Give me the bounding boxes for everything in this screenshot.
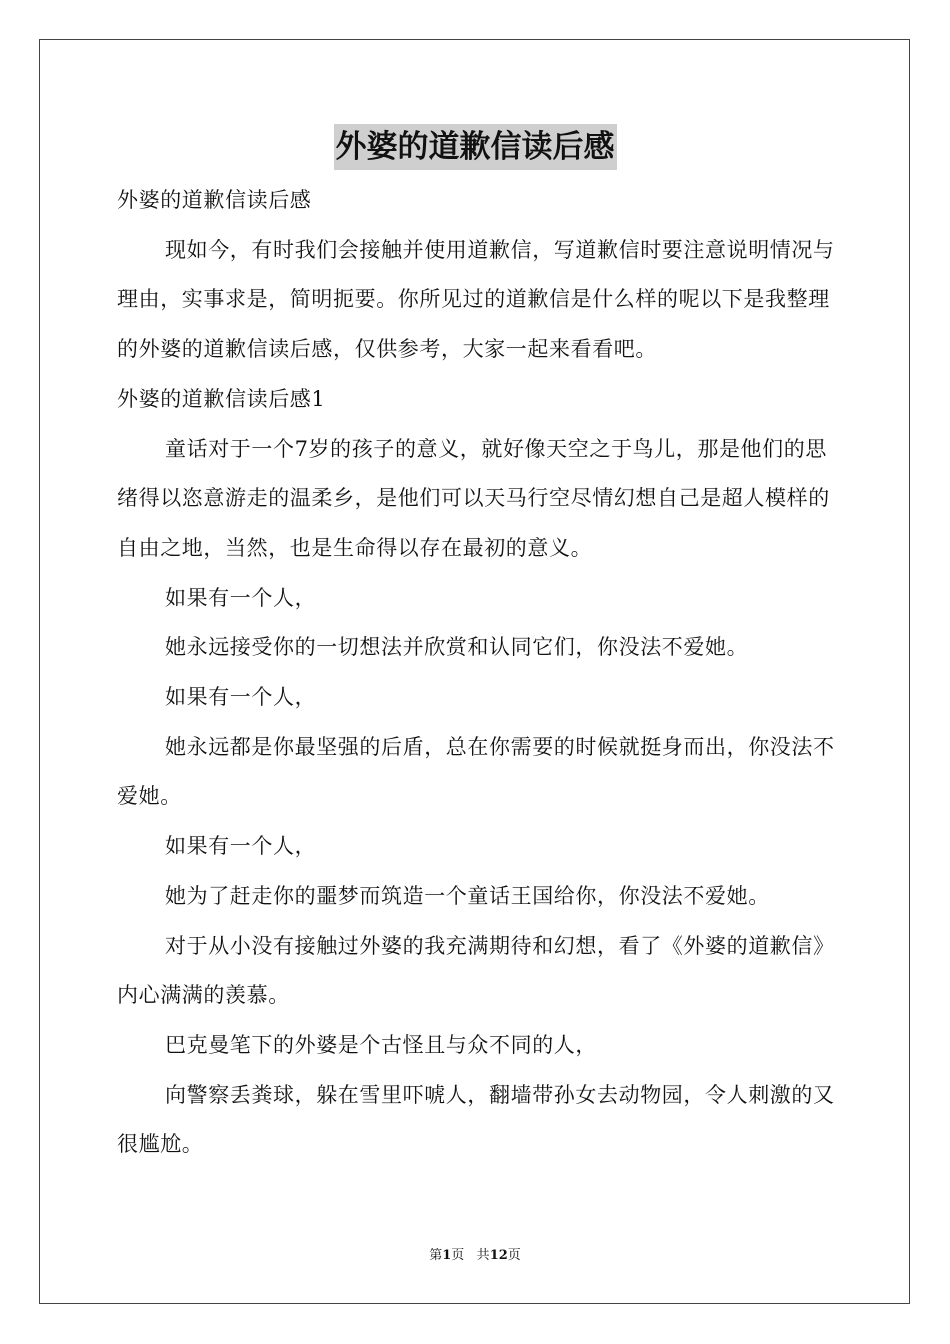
paragraph: 童话对于一个7岁的孩子的意义，就好像天空之于鸟儿，那是他们的思绪得以恣意游走的温柔乡，是他们可以天马行空尽情幻想自己是超人模样的自由之地，当然，也是生命得以存在最初的意义。 [117,436,830,560]
document-body [117,176,837,1170]
total-pages-number: 12 [489,1248,508,1263]
page-unit: 页 [451,1248,465,1263]
paragraph: 外婆的道歉信读后感1 [117,386,326,411]
current-page-number: 1 [442,1248,452,1263]
paragraph: 现如今，有时我们会接触并使用道歉信，写道歉信时要注意说明情况与理由，实事求是，简明扼要。你所见过的道歉信是什么样的呢以下是我整理的外婆的道歉信读后感，仅供参考，大家一起来看看吧。 [117,237,835,362]
title-container [0,124,950,170]
paragraph: 对于从小没有接触过外婆的我充满期待和幻想，看了《外婆的道歉信》内心满满的羡慕。 [117,933,835,1008]
page-footer [0,1247,950,1265]
paragraph: 如果有一个人， [165,585,317,610]
paragraph: 她永远都是你最坚强的后盾，总在你需要的时候就挺身而出，你没法不爱她。 [117,734,835,809]
document-title: 外婆的道歉信读后感 [334,124,617,170]
total-unit: 页 [507,1248,521,1263]
total-prefix: 共 [476,1248,490,1263]
page-prefix: 第 [429,1248,443,1263]
paragraph: 外婆的道歉信读后感 [117,188,312,212]
paragraph: 她永远接受你的一切想法并欣赏和认同它们，你没法不爱她。 [165,635,749,660]
paragraph: 向警察丢粪球，躲在雪里吓唬人，翻墙带孙女去动物园，令人刺激的又很尴尬。 [117,1082,835,1157]
paragraph: 如果有一个人， [165,834,317,859]
paragraph: 如果有一个人， [165,685,317,710]
paragraph: 巴克曼笔下的外婆是个古怪且与众不同的人， [165,1032,597,1057]
paragraph: 她为了赶走你的噩梦而筑造一个童话王国给你，你没法不爱她。 [165,883,770,908]
